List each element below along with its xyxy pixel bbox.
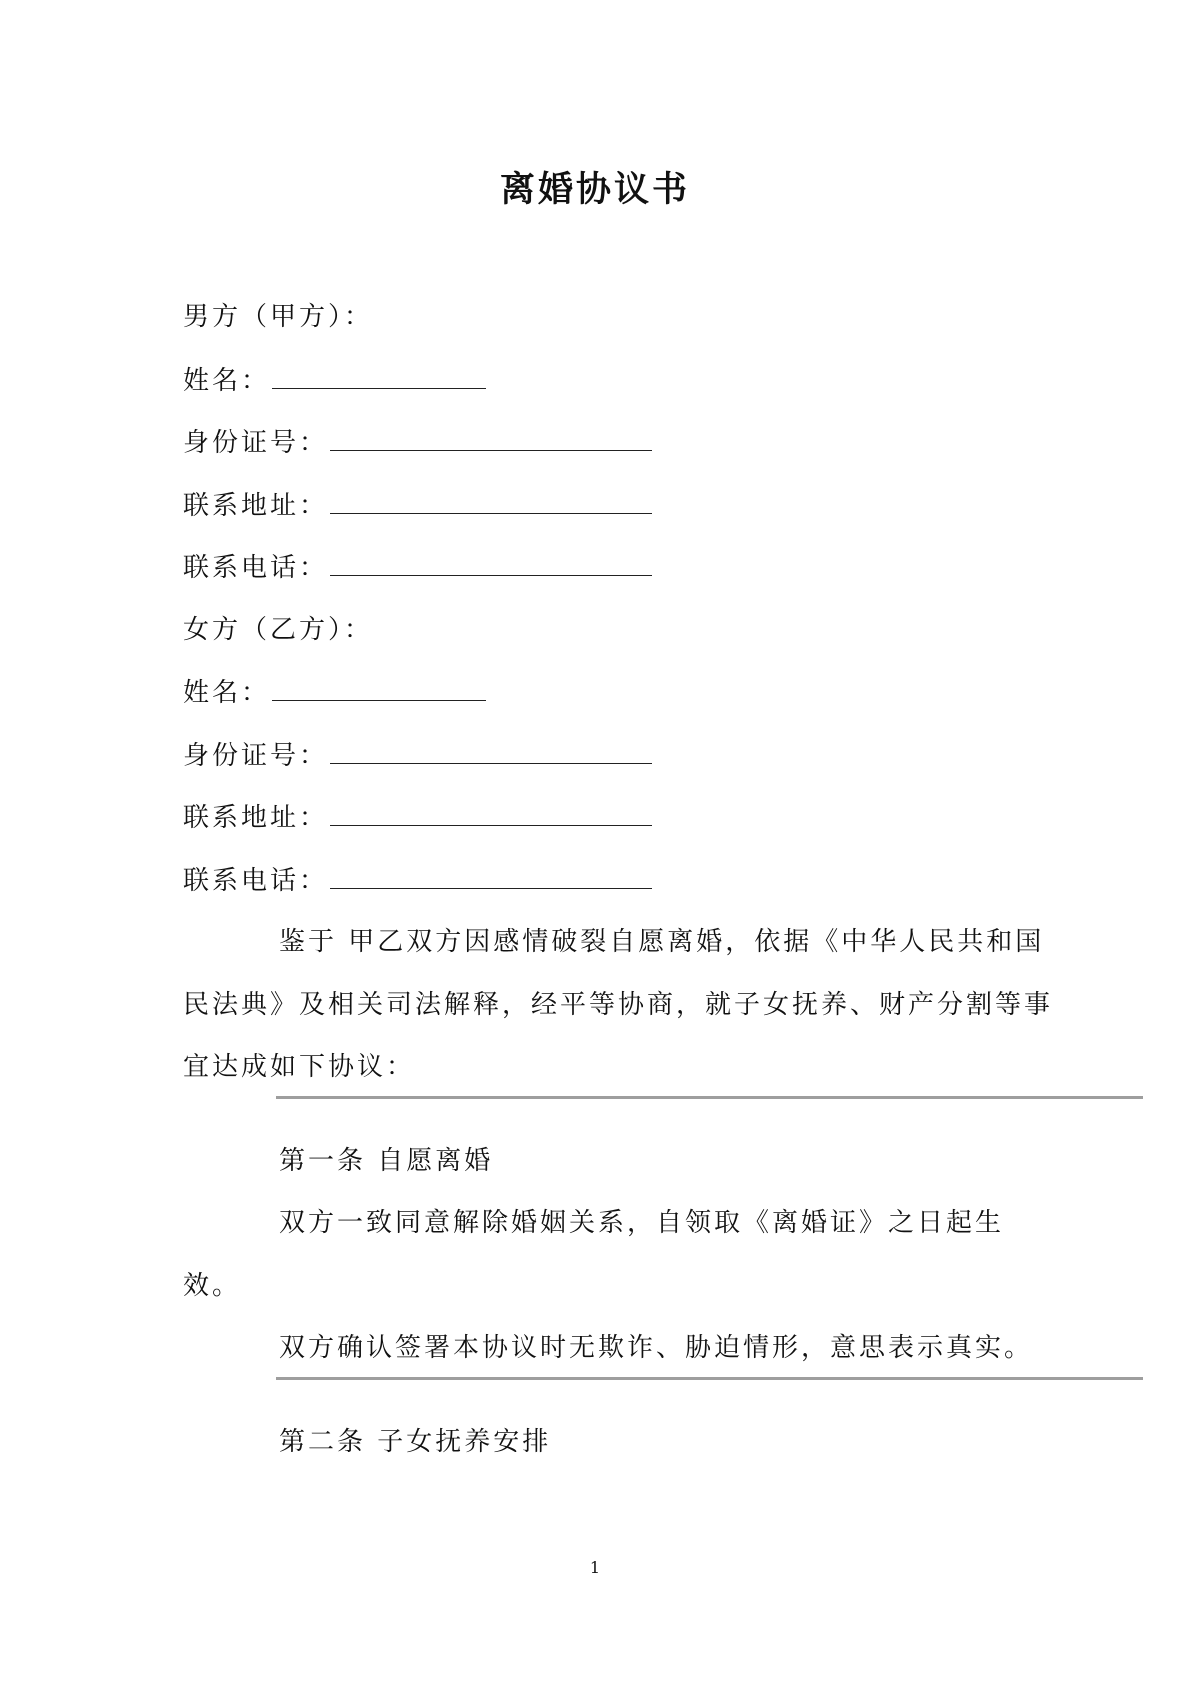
- party-a-id-label: 身份证号：: [183, 428, 329, 458]
- section-divider: [276, 1096, 1143, 1099]
- party-b-address-label: 联系地址：: [183, 803, 329, 833]
- party-a-phone-blank[interactable]: [330, 549, 652, 576]
- article-1-heading: 第一条 自愿离婚: [279, 1146, 494, 1176]
- party-a-heading: 男方（甲方）：: [183, 302, 374, 332]
- party-b-heading: 女方（乙方）：: [183, 615, 374, 645]
- article-1-para-1-line-1: 双方一致同意解除婚姻关系，自领取《离婚证》之日起生: [279, 1208, 1005, 1238]
- preamble-line-2: 民法典》及相关司法解释，经平等协商，就子女抚养、财产分割等事: [183, 990, 1054, 1020]
- page-number: 1: [589, 1558, 601, 1577]
- party-b-name-row: [183, 674, 486, 711]
- article-1-para-1-line-2: 效。: [183, 1271, 242, 1301]
- party-b-name-blank[interactable]: [272, 674, 486, 701]
- preamble-line-1: 鉴于 甲乙双方因感情破裂自愿离婚，依据《中华人民共和国: [279, 927, 1045, 957]
- party-b-name-label: 姓名：: [183, 678, 271, 708]
- party-a-address-label: 联系地址：: [183, 491, 329, 521]
- preamble-line-3: 宜达成如下协议：: [183, 1052, 416, 1082]
- document-title: 离婚协议书: [499, 169, 690, 210]
- section-divider: [276, 1377, 1143, 1380]
- party-a-phone-row: [183, 549, 652, 586]
- party-a-name-blank[interactable]: [272, 362, 486, 389]
- party-a-address-row: [183, 487, 652, 524]
- party-a-id-blank[interactable]: [330, 424, 652, 451]
- party-b-id-blank[interactable]: [330, 737, 652, 764]
- party-b-address-row: [183, 799, 652, 836]
- party-a-name-label: 姓名：: [183, 366, 271, 396]
- party-a-id-row: [183, 424, 652, 461]
- party-b-phone-blank[interactable]: [330, 862, 652, 889]
- party-a-name-row: [183, 362, 486, 399]
- article-1-para-2: 双方确认签署本协议时无欺诈、胁迫情形，意思表示真实。: [279, 1333, 1034, 1363]
- party-b-id-label: 身份证号：: [183, 741, 329, 771]
- party-b-id-row: [183, 737, 652, 774]
- party-b-address-blank[interactable]: [330, 799, 652, 826]
- article-2-heading: 第二条 子女抚养安排: [279, 1427, 552, 1457]
- party-a-phone-label: 联系电话：: [183, 553, 329, 583]
- party-b-phone-label: 联系电话：: [183, 866, 329, 896]
- party-b-phone-row: [183, 862, 652, 899]
- party-a-address-blank[interactable]: [330, 487, 652, 514]
